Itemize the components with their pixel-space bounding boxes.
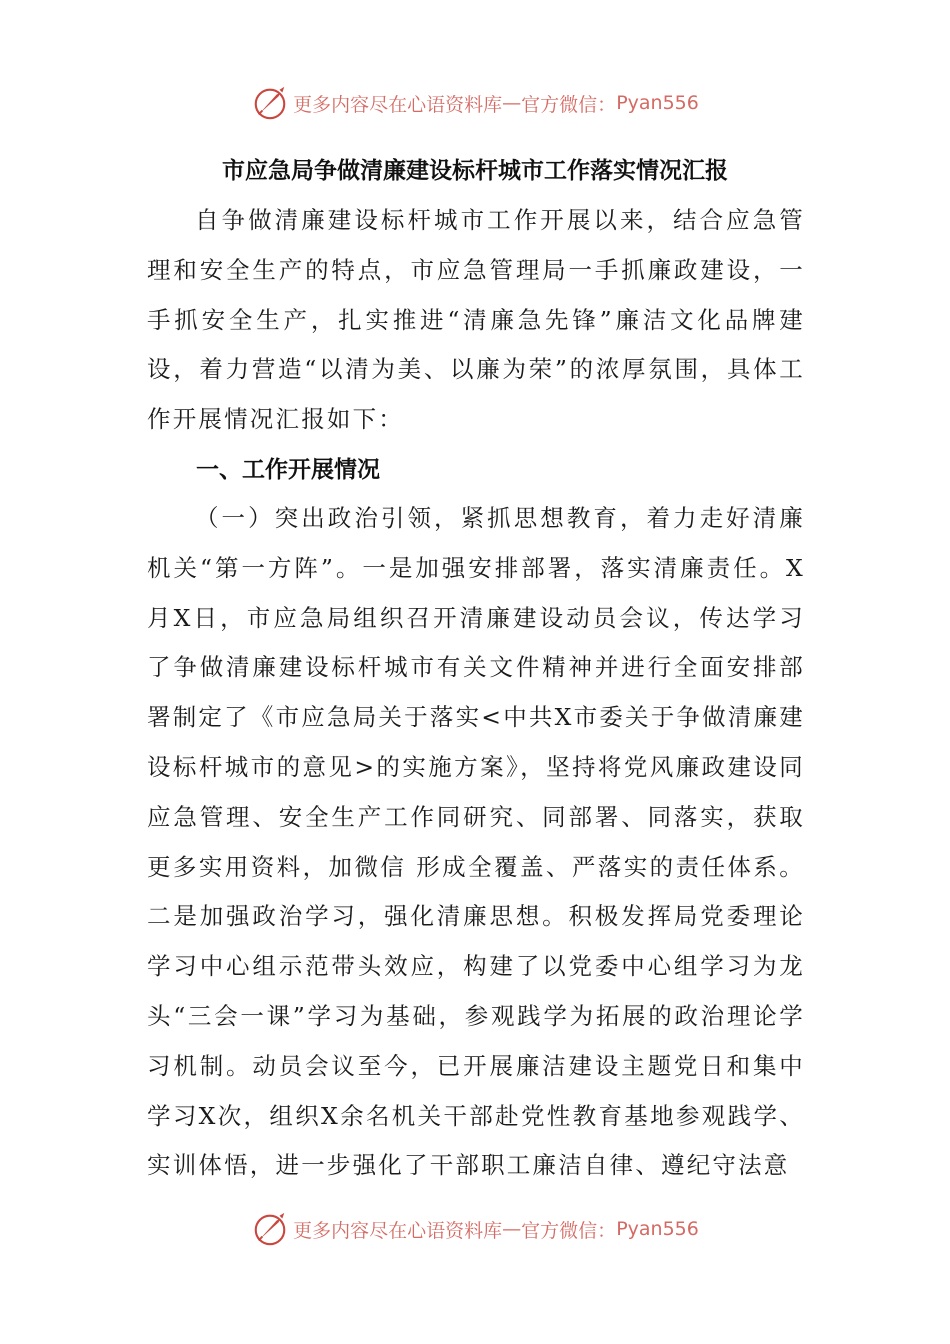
intro-paragraph: 自争做清廉建设标杆城市工作开展以来，结合应急管理和安全生产的特点，市应急管理局一手抓廉政建设，一手抓安全生产，扎实推进“清廉急先锋”廉洁文化品牌建设，着力营造“以清为美、以廉为荣”的浓厚氛围，具体工作开展情况汇报如下： xyxy=(147,206,805,434)
watermark-site-text: 更多内容尽在心语资料库 xyxy=(293,93,503,116)
document-title: 市应急局争做清廉建设标杆城市工作落实情况汇报 xyxy=(222,158,728,184)
quill-logo-icon xyxy=(251,84,289,122)
quill-logo-icon xyxy=(251,1210,289,1248)
watermark-wechat-label: 官方微信： xyxy=(521,93,617,116)
watermark-banner-bottom xyxy=(0,1206,950,1252)
section-1-heading: 一、工作开展情况 xyxy=(196,457,380,483)
section-1-paragraph: （一）突出政治引领，紧抓思想教育，着力走好清廉机关“第一方阵”。一是加强安排部署，落实清廉责任。X月X日，市应急局组织召开清廉建设动员会议，传达学习了争做清廉建设标杆城市有关文件精神并进行全面安排部署制定了《市应急局关于落实<中共X市委关于争做清廉建设标杆城市的意见>的实施方案》，坚持将党风廉政建设同应急管理、安全生产工作同研究、同部署、同落实，获取更多实用资料，加微信 形成全覆盖、严落实的责任体系。二是加强政治学习，强化清廉思想。积极发挥局党委理论学习中心组示范带头效应，构建了以党委中心组学习为龙头“三会一课”学习为基础，参观践学为拓展的政治理论学习机制。动员会议至今，已开展廉洁建设主题党日和集中学习X次，组织X余名机关干部赴党性教育基地参观践学、实训体悟，进一步强化了干部职工廉洁自律、遵纪守法意 xyxy=(147,504,805,1180)
watermark-separator: — xyxy=(502,92,522,114)
watermark-wechat-label: 官方微信： xyxy=(521,1219,617,1242)
watermark-site-text: 更多内容尽在心语资料库 xyxy=(293,1219,503,1242)
watermark-wechat-id: Pyan556 xyxy=(616,92,699,114)
watermark-banner-top xyxy=(0,80,950,126)
watermark-wechat-id: Pyan556 xyxy=(616,1218,699,1240)
watermark-separator: — xyxy=(502,1218,522,1240)
